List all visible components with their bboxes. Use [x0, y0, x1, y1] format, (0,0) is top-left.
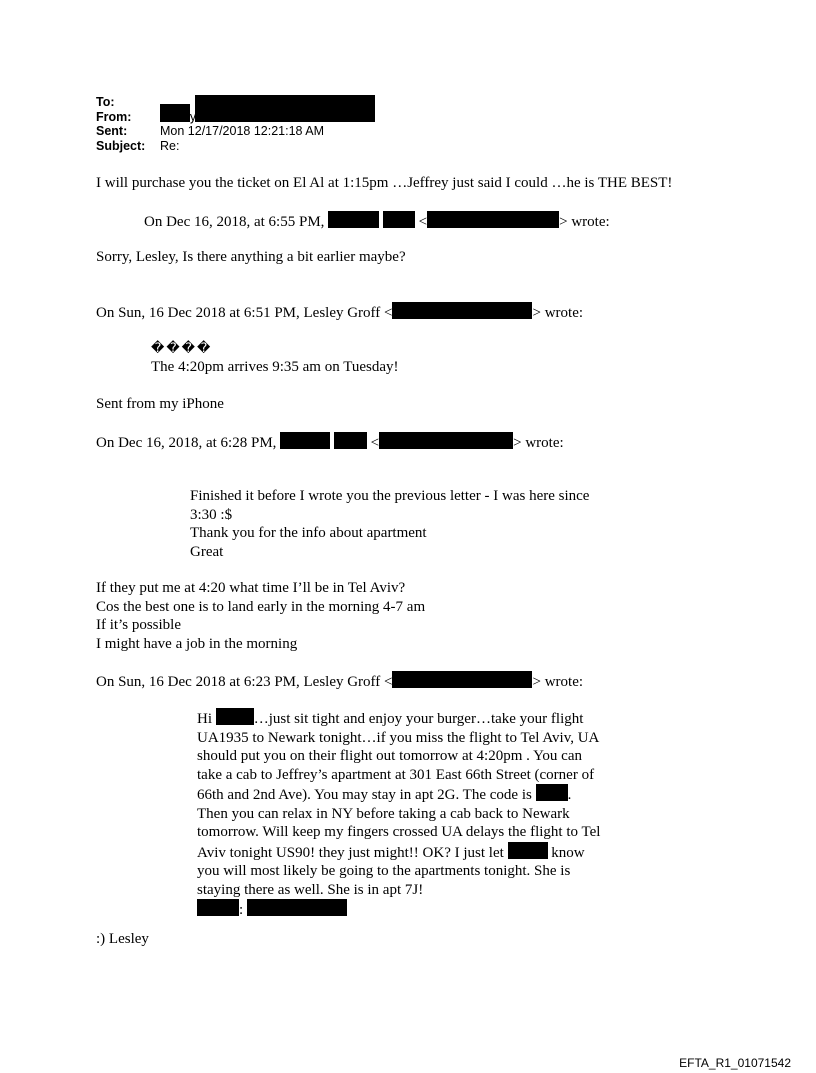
to-label: To: — [96, 95, 115, 109]
message-body: If they put me at 4:20 what time I’ll be in Tel Aviv? Cos the best one is to land early in the morning 4-7 am If it’s possible I might have a job in the morning — [96, 580, 426, 652]
message-body: Sorry, Lesley, Is there anything a bit earlier maybe? — [96, 249, 406, 265]
redaction-block — [536, 784, 568, 801]
redaction-block — [392, 671, 532, 688]
redaction-block — [280, 432, 330, 449]
sent-row — [96, 124, 375, 139]
quote-header: On Sun, 16 Dec 2018 at 6:23 PM, Lesley Groff < > wrote: — [96, 671, 583, 692]
redaction-block — [508, 842, 548, 859]
to-row — [96, 95, 375, 110]
subject-value: Re: — [160, 138, 180, 153]
redaction-block — [247, 899, 347, 916]
message-body: I will purchase you the ticket on El Al at 1:15pm …Jeffrey just said I could …he is THE BEST! — [96, 175, 673, 191]
redaction-block — [379, 432, 513, 449]
from-label: From: — [96, 109, 132, 124]
unrenderable-glyphs: ���� — [151, 341, 213, 356]
redaction-block — [383, 211, 415, 228]
redaction-block — [197, 899, 239, 916]
redaction-block — [392, 302, 532, 319]
message-body: The 4:20pm arrives 9:35 am on Tuesday! — [151, 359, 399, 375]
quote-header: On Dec 16, 2018, at 6:55 PM, < > wrote: — [144, 211, 610, 232]
sign-off: :) Lesley — [96, 931, 149, 947]
from-value: Lesley Groff — [160, 109, 228, 124]
sent-value: Mon 12/17/2018 12:21:18 AM — [160, 124, 325, 138]
redaction-block — [328, 211, 379, 228]
quote-header: On Dec 16, 2018, at 6:28 PM, < > wrote: — [96, 432, 564, 453]
quoted-message: Finished it before I wrote you the previous letter - I was here since 3:30 :$ Thank you for the info about apartment Great — [190, 488, 590, 560]
redaction-block — [334, 432, 367, 449]
quoted-message: Hi …just sit tight and enjoy your burger…take your flight UA1935 to Newark tonight…if you miss the flight to Tel Aviv, UA should put you on their flight out tomorrow at 4:20pm . You can take a cab to Jeffrey’s apartment at 301 East 66th Street (corner of 66th and 2nd Ave). You may stay in apt 2G. The code is . Then you can relax in NY before taking a cab back to Newark tomorrow. Will keep my fingers crossed UA delays the flight to Tel Aviv tonight US90! they just might!! OK? I just let know you will most likely be going to the apartments tonight. She is staying there as well. She is in apt 7J! : — [197, 708, 600, 920]
subject-label: Subject: — [96, 138, 146, 153]
sent-label: Sent: — [96, 124, 128, 138]
redaction-block — [427, 211, 559, 228]
quote-header: On Sun, 16 Dec 2018 at 6:51 PM, Lesley Groff < > wrote: — [96, 302, 583, 323]
subject-row — [96, 139, 375, 154]
signature-line: Sent from my iPhone — [96, 396, 224, 412]
document-id: EFTA_R1_01071542 — [679, 1056, 791, 1070]
redaction-block — [216, 708, 254, 725]
email-header — [96, 95, 375, 153]
